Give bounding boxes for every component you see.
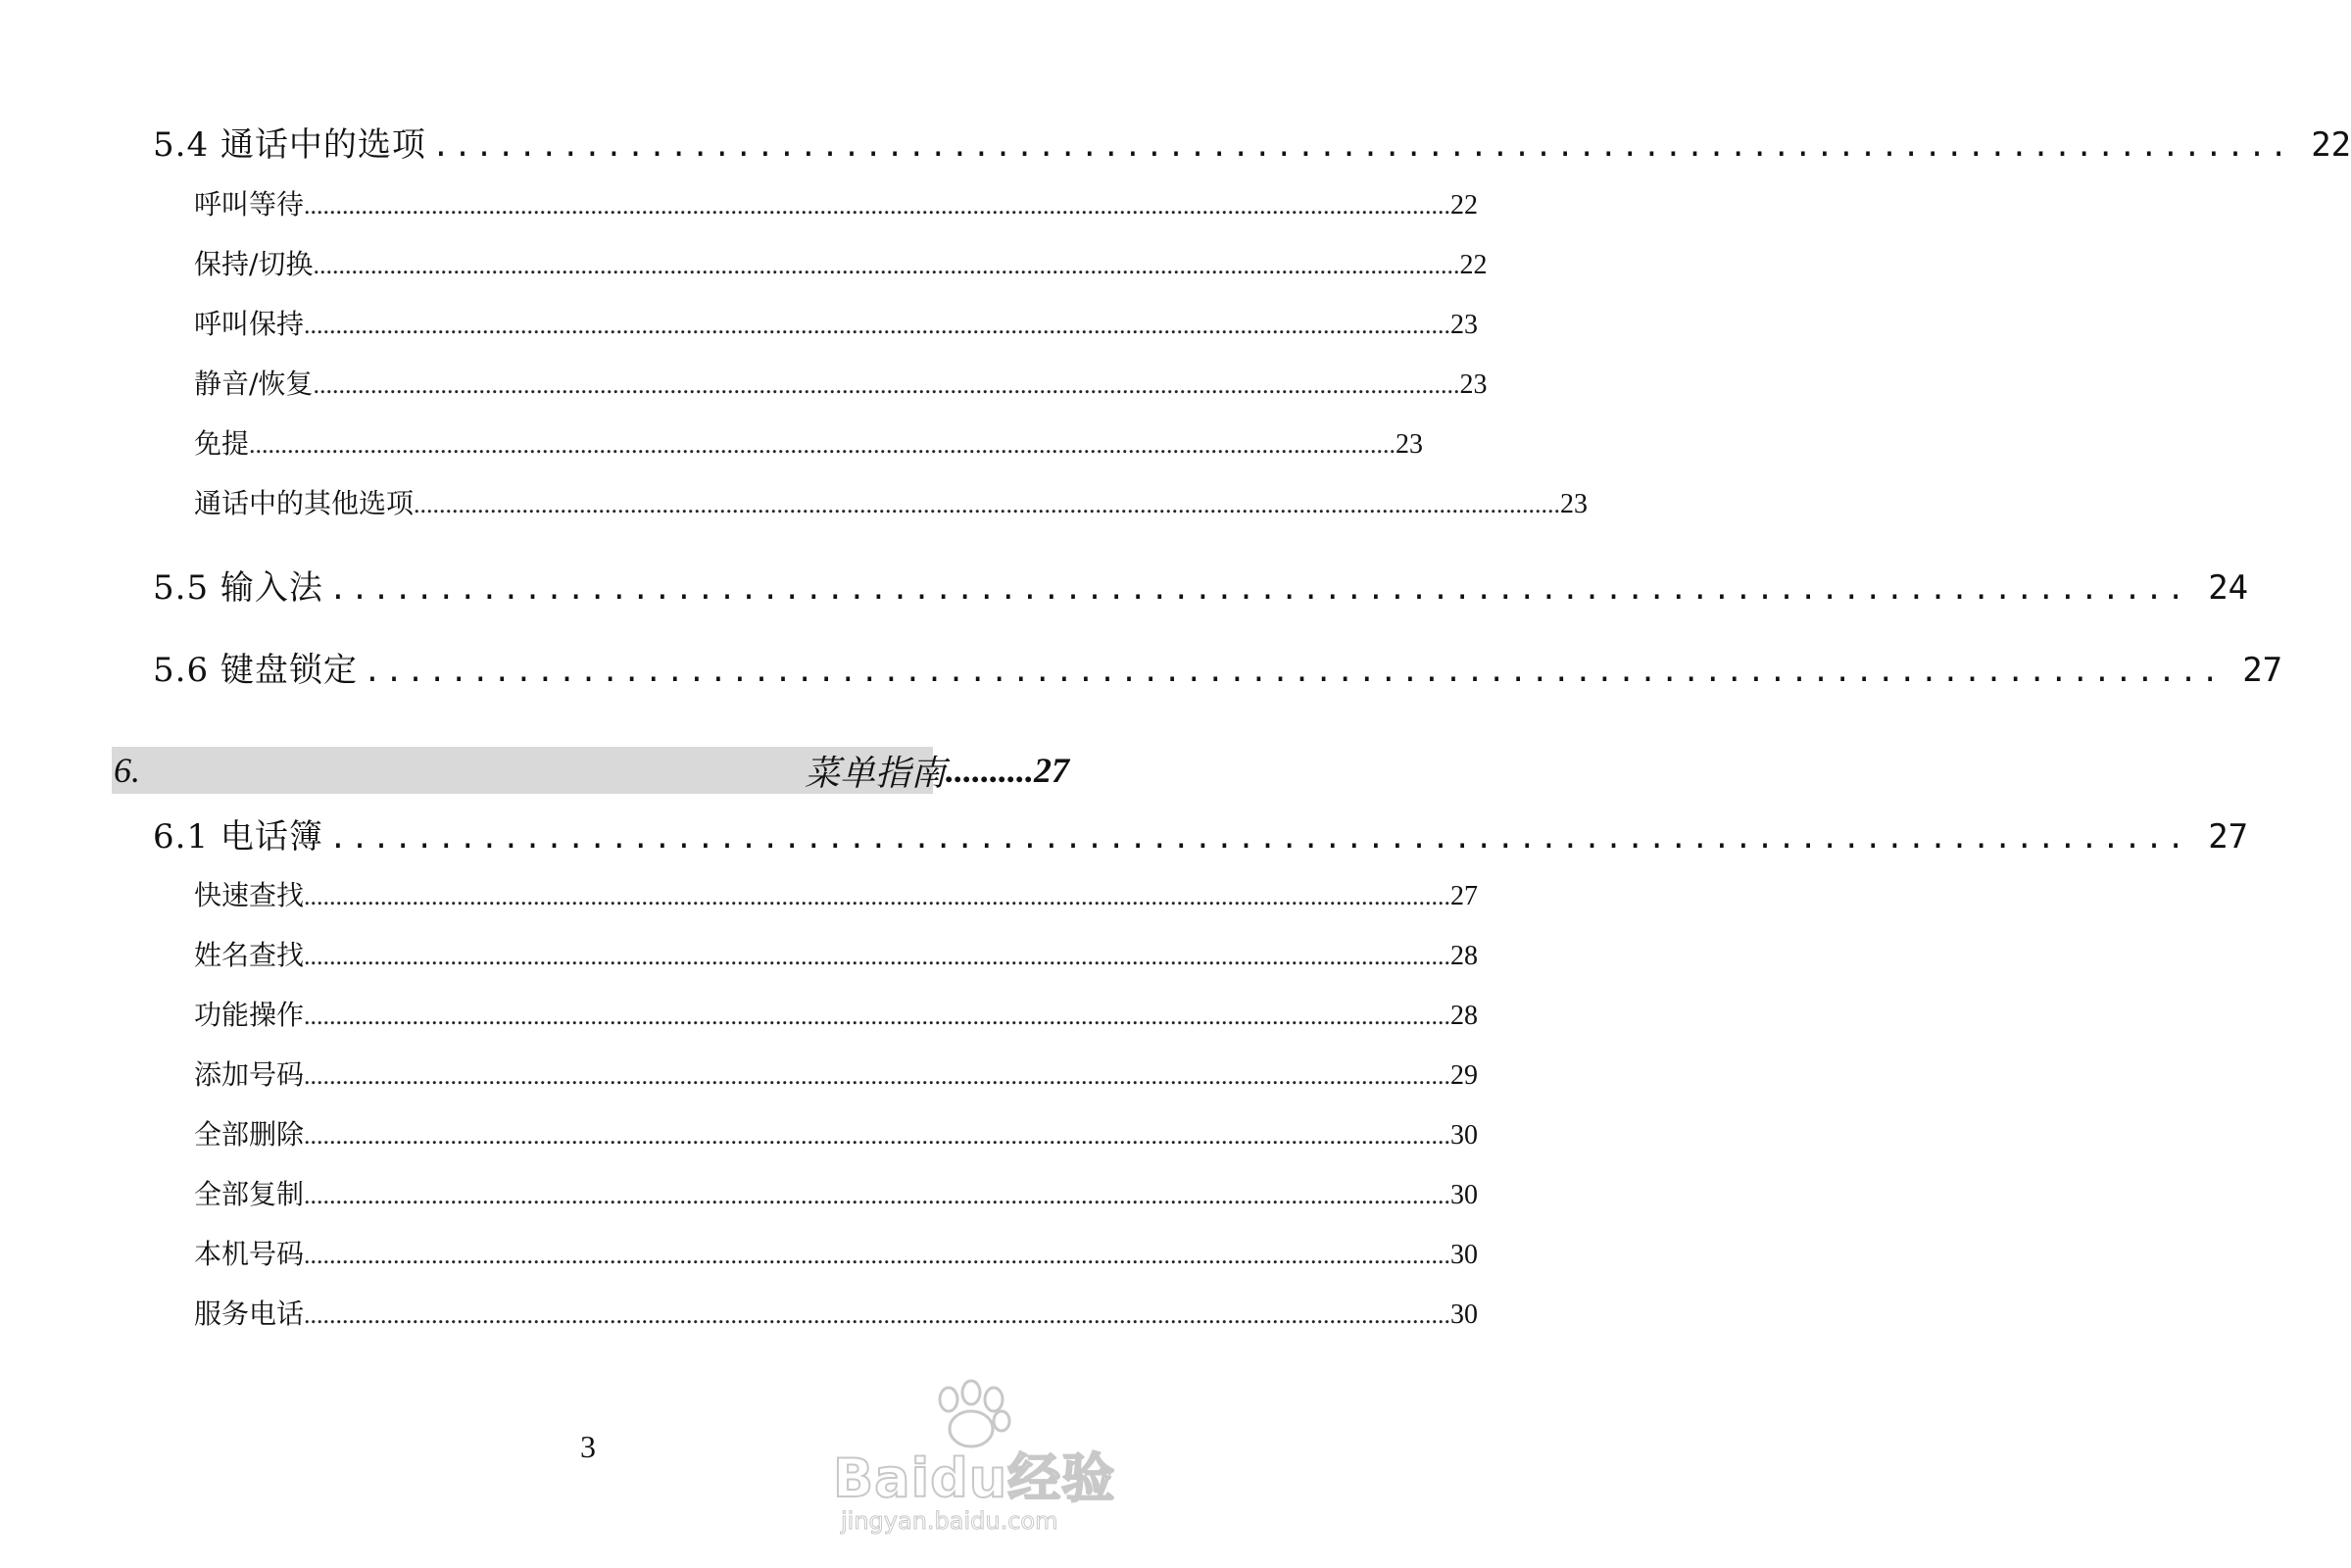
watermark-brand: Baidu经验 <box>833 1447 1116 1509</box>
toc-section-label: 5.5 输入法 <box>153 568 323 608</box>
toc-item[interactable] <box>194 243 1488 280</box>
toc-page-number: 23 <box>1459 369 1488 400</box>
dot-leader: ...................................................................................... <box>431 129 2292 164</box>
toc-item[interactable] <box>194 994 1479 1031</box>
toc-item[interactable] <box>194 422 1424 460</box>
toc-page-number: 29 <box>1450 1060 1479 1091</box>
toc-item[interactable] <box>194 934 1479 971</box>
toc-item[interactable] <box>194 363 1488 400</box>
dot-leader: .................................................................................................................................................................................... <box>414 490 1561 518</box>
dot-leader: .................................................................................................................................................................................... <box>304 1241 1451 1269</box>
toc-page-number: 27 <box>2242 651 2283 690</box>
dot-leader: .......... <box>946 751 1034 790</box>
dot-leader: .................................................................................................................................................................................... <box>313 251 1460 279</box>
toc-item-label: 添加号码 <box>194 1058 305 1091</box>
toc-page-number: 30 <box>1450 1120 1479 1151</box>
dot-leader: .................................................................................................................................................................................... <box>304 1181 1451 1209</box>
toc-item-label: 静音/恢复 <box>194 368 314 400</box>
toc-page-number: 28 <box>1450 1001 1479 1031</box>
toc-page-number: 30 <box>1450 1240 1479 1270</box>
toc-page-number: 23 <box>1396 429 1424 460</box>
toc-page-number: 22 <box>2311 125 2351 165</box>
toc-item-label: 快速查找 <box>194 879 305 911</box>
toc-page-number: 30 <box>1450 1299 1479 1330</box>
toc-section-label: 6.1 电话簿 <box>153 817 323 857</box>
dot-leader: .................................................................................................................................................................................... <box>304 882 1451 910</box>
watermark-url: jingyan.baidu.com <box>841 1507 1058 1535</box>
toc-item[interactable] <box>194 1173 1479 1210</box>
toc-page-number: 22 <box>1459 250 1488 280</box>
toc-chapter-6[interactable] <box>112 747 1069 794</box>
toc-section-6-1[interactable] <box>153 809 2249 857</box>
toc-page-number: 22 <box>1450 190 1479 220</box>
dot-leader: .................................................................................................................................................................................... <box>304 311 1451 339</box>
dot-leader: .................................................................................................................................................................................... <box>313 370 1460 399</box>
toc-item-label: 姓名查找 <box>194 939 305 971</box>
toc-page-number: 27 <box>2208 817 2249 857</box>
toc-item[interactable] <box>194 183 1479 220</box>
toc-section-label: 5.6 键盘锁定 <box>153 651 358 690</box>
page-number: 3 <box>580 1429 596 1464</box>
toc-section-5-6[interactable] <box>153 643 2283 690</box>
toc-item[interactable] <box>194 1233 1479 1270</box>
toc-section-5-4[interactable] <box>153 118 2351 165</box>
toc-item-label: 呼叫保持 <box>194 308 305 340</box>
dot-leader: .................................................................................................................................................................................... <box>304 1300 1451 1329</box>
dot-leader: ...................................................................................... <box>328 572 2189 607</box>
chapter-title: 菜单指南 <box>804 753 946 794</box>
dot-leader: .................................................................................................................................................................................... <box>304 1061 1451 1090</box>
toc-page-number: 23 <box>1560 489 1589 519</box>
toc-page-number: 24 <box>2208 568 2249 608</box>
dot-leader: .................................................................................................................................................................................... <box>304 1121 1451 1150</box>
toc-item[interactable] <box>194 1113 1479 1151</box>
toc-item-label: 全部复制 <box>194 1178 305 1210</box>
baidu-watermark <box>833 1382 1127 1548</box>
toc-item[interactable] <box>194 874 1479 911</box>
toc-page-number: 30 <box>1450 1180 1479 1210</box>
toc-page-number: 28 <box>1450 941 1479 971</box>
toc-item[interactable] <box>194 482 1589 519</box>
toc-item-label: 免提 <box>194 427 250 460</box>
toc-item-label: 通话中的其他选项 <box>194 487 415 519</box>
dot-leader: ...................................................................................... <box>328 821 2189 856</box>
dot-leader: .................................................................................................................................................................................... <box>249 430 1396 459</box>
toc-section-5-5[interactable] <box>153 561 2249 608</box>
dot-leader: ...................................................................................... <box>363 655 2224 689</box>
toc-page-number: 27 <box>1034 751 1069 790</box>
dot-leader: .................................................................................................................................................................................... <box>304 942 1451 970</box>
toc-item[interactable] <box>194 303 1479 340</box>
toc-item-label: 保持/切换 <box>194 248 314 280</box>
dot-leader: .................................................................................................................................................................................... <box>304 191 1451 220</box>
toc-item-label: 本机号码 <box>194 1238 305 1270</box>
toc-page-number: 23 <box>1450 310 1479 340</box>
toc-item[interactable] <box>194 1054 1479 1091</box>
toc-page-number: 27 <box>1450 881 1479 911</box>
dot-leader: .................................................................................................................................................................................... <box>304 1002 1451 1030</box>
toc-item-label: 呼叫等待 <box>194 188 305 220</box>
toc-item-label: 全部删除 <box>194 1118 305 1151</box>
toc-item[interactable] <box>194 1293 1479 1330</box>
toc-item-label: 功能操作 <box>194 999 305 1031</box>
chapter-number: 6. <box>114 751 140 790</box>
toc-item-label: 服务电话 <box>194 1298 305 1330</box>
toc-section-label: 5.4 通话中的选项 <box>153 125 426 165</box>
